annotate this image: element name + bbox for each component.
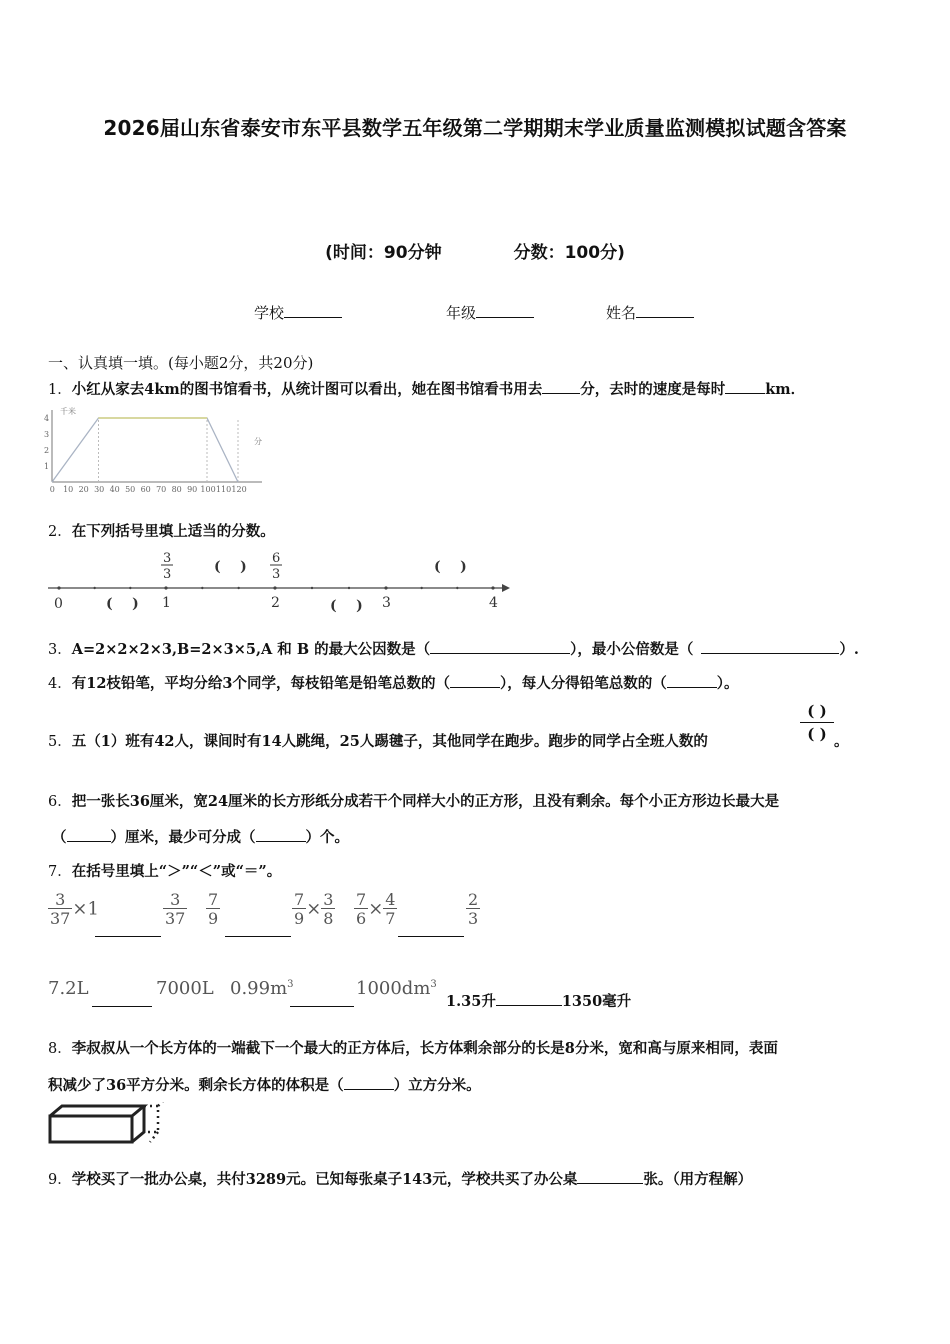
q7-one: 1 bbox=[87, 898, 99, 920]
cuboid-figure bbox=[46, 1102, 172, 1146]
q9-blank[interactable] bbox=[577, 1169, 643, 1184]
q1-text-a: 小红从家去 bbox=[71, 381, 145, 398]
school-field[interactable] bbox=[254, 302, 342, 323]
q4-end: ）。 bbox=[716, 675, 739, 692]
x-tick-label: 80 bbox=[171, 485, 182, 494]
question-6-line2 bbox=[52, 826, 349, 847]
q2-number: 2． bbox=[48, 524, 72, 540]
grade-label: 年级 bbox=[446, 304, 477, 322]
name-field[interactable] bbox=[606, 302, 694, 323]
x-tick-label: 70 bbox=[156, 485, 167, 494]
nl-blank-a[interactable]: ( ) bbox=[214, 559, 247, 575]
school-label: 学校 bbox=[254, 304, 285, 322]
q9-text: 学校买了一批办公桌，共付3289元。已知每张桌子143元，学校共买了办公桌 bbox=[71, 1171, 578, 1188]
graph-axes bbox=[52, 410, 262, 482]
q1-distance: 4km bbox=[144, 381, 180, 398]
q4-blank-b[interactable] bbox=[667, 673, 717, 688]
exam-meta bbox=[0, 238, 950, 263]
q1-blank-time[interactable] bbox=[542, 379, 580, 394]
number-line-dot bbox=[311, 587, 313, 589]
q7-frac-3-37b: $\frac{3}{37}$ bbox=[165, 890, 186, 928]
x-tick-label: 20 bbox=[78, 485, 89, 494]
q6-blank-side[interactable] bbox=[67, 827, 111, 842]
q3-number: 3． bbox=[48, 642, 72, 658]
q7-blank-5[interactable] bbox=[290, 992, 354, 1007]
nl-blank-b[interactable]: ( ) bbox=[434, 559, 467, 575]
q6-blank-count[interactable] bbox=[256, 827, 306, 842]
x-tick-label: 30 bbox=[94, 485, 105, 494]
x-tick-label: 40 bbox=[109, 485, 120, 494]
q1-text-c: 分，去时的速度是每时 bbox=[580, 381, 726, 398]
x-tick-label: 10 bbox=[63, 485, 74, 494]
total-score: 分数：100分) bbox=[513, 243, 625, 263]
q7-blank-3[interactable] bbox=[398, 922, 464, 937]
q7-frac-3-37: $\frac{3}{37}$ bbox=[50, 890, 71, 928]
frac1-numerator: 3 bbox=[163, 551, 172, 566]
q7-text: 在括号里填上“＞”“＜”或“＝”。 bbox=[71, 863, 282, 880]
question-1 bbox=[48, 378, 805, 399]
q4-text: 有12枝铅笔，平均分给3个同学，每枝铅笔是铅笔总数的（ bbox=[71, 675, 450, 692]
q7-frac-7-9: $\frac{7}{9}$ bbox=[208, 890, 219, 928]
q7-liters: 1.35升 bbox=[446, 993, 496, 1010]
number-line-dot bbox=[129, 587, 131, 589]
q6-line2b: ）厘米，最少可分成（ bbox=[110, 829, 256, 846]
number-line bbox=[40, 548, 520, 616]
x-tick-label: 110 bbox=[215, 485, 232, 494]
q7-volume-b: 7000L bbox=[156, 978, 214, 999]
nl-blank-d[interactable]: ( ) bbox=[330, 598, 363, 614]
q6-number: 6． bbox=[48, 794, 72, 810]
page-title: 2026届山东省泰安市东平县数学五年级第二学期期末学业质量监测模拟试题含答案 bbox=[103, 116, 847, 140]
fraction-6-over-3 bbox=[270, 551, 282, 582]
q7-compare-ml bbox=[446, 990, 631, 1011]
question-7 bbox=[48, 860, 281, 881]
q9-number: 9． bbox=[48, 1172, 72, 1188]
q7-milliliters: 1350毫升 bbox=[561, 993, 632, 1010]
q3-blank-gcd[interactable] bbox=[430, 639, 570, 654]
question-8 bbox=[48, 1037, 778, 1058]
q6-line2c: ）个。 bbox=[305, 829, 349, 846]
q7-frac-2-3: $\frac{2}{3}$ bbox=[468, 890, 479, 928]
number-line-tick bbox=[273, 586, 276, 589]
q7-volume-a: 7.2L bbox=[48, 978, 89, 999]
x-tick-label: 120 bbox=[231, 485, 247, 494]
question-9 bbox=[48, 1168, 752, 1189]
times-icon: × bbox=[72, 898, 88, 920]
number-line-tick bbox=[491, 586, 494, 589]
q8-blank-volume[interactable] bbox=[344, 1075, 394, 1090]
q7-volume-d: $1000dm^3$ bbox=[356, 978, 437, 999]
question-6 bbox=[48, 790, 779, 811]
q4-number: 4． bbox=[48, 676, 72, 692]
fraction-3-over-3 bbox=[161, 551, 173, 582]
question-2 bbox=[48, 520, 275, 541]
q6-line1: 把一张长36厘米，宽24厘米的长方形纸分成若干个同样大小的正方形，且没有剩余。每个小正方形边长最大是 bbox=[71, 793, 780, 810]
q7-product-2: $\frac{7}{6}$ × $\frac{4}{7}$ bbox=[356, 890, 396, 928]
q5-denominator-blank[interactable]: ( ) bbox=[800, 722, 834, 742]
q7-blank-2[interactable] bbox=[225, 922, 291, 937]
nl-label-4: 4 bbox=[489, 595, 498, 611]
nl-label-2: 2 bbox=[271, 595, 280, 611]
number-line-tick bbox=[57, 586, 60, 589]
nl-label-3: 3 bbox=[382, 595, 391, 611]
q3-mid: ），最小公倍数是（ bbox=[570, 641, 694, 658]
q7-number: 7． bbox=[48, 864, 72, 880]
q3-blank-lcm[interactable] bbox=[701, 639, 839, 654]
q8-line2b: ）立方分米。 bbox=[393, 1077, 481, 1094]
q8-number: 8． bbox=[48, 1041, 72, 1057]
q7-product-1: $\frac{7}{9}$ × $\frac{3}{8}$ bbox=[294, 890, 334, 928]
q3-end: ）. bbox=[839, 641, 859, 658]
arrow-icon bbox=[502, 584, 510, 592]
number-line-dot bbox=[420, 587, 422, 589]
nl-blank-c[interactable]: ( ) bbox=[106, 596, 139, 612]
q8-line1: 李叔叔从一个长方体的一端截下一个最大的正方体后，长方体剩余部分的长是8分米，宽和高与原来相同，表面 bbox=[71, 1040, 778, 1057]
x-tick-label: 90 bbox=[187, 485, 198, 494]
question-5 bbox=[48, 730, 708, 751]
q3-text: A=2×2×2×3,B=2×3×5,A 和 B 的最大公因数是（ bbox=[71, 641, 431, 658]
x-tick-label: 60 bbox=[140, 485, 151, 494]
frac1-denominator: 3 bbox=[163, 567, 172, 582]
grade-field[interactable] bbox=[446, 302, 534, 323]
question-3 bbox=[48, 638, 859, 659]
q5-number: 5． bbox=[48, 734, 72, 750]
number-line-dot bbox=[348, 587, 350, 589]
q5-end: 。 bbox=[834, 733, 849, 750]
times-icon: × bbox=[306, 898, 322, 920]
y-tick-label: 2 bbox=[44, 446, 50, 455]
nl-label-0: 0 bbox=[54, 596, 63, 612]
question-8-line2 bbox=[48, 1074, 481, 1095]
x-tick-label: 0 bbox=[49, 485, 55, 494]
number-line-dot bbox=[93, 587, 95, 589]
distance-time-graph bbox=[40, 404, 270, 496]
q7-blank-4[interactable] bbox=[92, 992, 152, 1007]
frac2-numerator: 6 bbox=[272, 551, 281, 566]
number-line-dot bbox=[201, 587, 203, 589]
q8-line2a: 积减少了36平方分米。剩余长方体的体积是（ bbox=[48, 1077, 344, 1094]
q6-line2a: （ bbox=[52, 829, 67, 846]
q7-volume-c: $0.99m^3$ bbox=[230, 978, 294, 999]
x-tick-label: 100 bbox=[200, 485, 216, 494]
y-axis-label: 千米 bbox=[60, 407, 76, 416]
q5-numerator-blank[interactable]: ( ) bbox=[807, 702, 827, 720]
q5-text: 五（1）班有42人，课间时有14人跳绳，25人踢毽子，其他同学在跑步。跑步的同学占全班人数的 bbox=[71, 733, 708, 750]
q1-number: 1． bbox=[48, 382, 72, 398]
q7-blank-1[interactable] bbox=[95, 922, 161, 937]
nl-label-1: 1 bbox=[162, 595, 171, 611]
name-label: 姓名 bbox=[606, 304, 637, 322]
number-line-dot bbox=[237, 587, 239, 589]
q1-blank-speed[interactable] bbox=[725, 379, 765, 394]
distance-line bbox=[52, 418, 238, 482]
number-line-tick bbox=[384, 586, 387, 589]
number-line-tick bbox=[164, 586, 167, 589]
q7-blank-6[interactable] bbox=[496, 991, 562, 1006]
q1-text-d: km． bbox=[765, 381, 806, 398]
y-tick-label: 3 bbox=[44, 430, 50, 439]
y-tick-label: 1 bbox=[44, 462, 50, 471]
times-icon: × bbox=[368, 898, 384, 920]
frac2-denominator: 3 bbox=[272, 567, 281, 582]
q1-text-b: 的图书馆看书，从统计图可以看出，她在图书馆看书用去 bbox=[179, 381, 543, 398]
x-axis-label: 分 bbox=[254, 437, 262, 446]
x-tick-label: 50 bbox=[125, 485, 136, 494]
section-heading: 一、认真填一填。(每小题2分，共20分) bbox=[48, 354, 314, 372]
time-limit: (时间：90分钟 bbox=[325, 243, 442, 263]
y-tick-label: 4 bbox=[44, 414, 50, 423]
q4-mid: ），每人分得铅笔总数的（ bbox=[500, 675, 667, 692]
q5-fraction-blank[interactable] bbox=[800, 704, 834, 742]
question-4 bbox=[48, 672, 739, 693]
q7-compare-1 bbox=[48, 892, 99, 927]
q9-end: 张。（用方程解） bbox=[643, 1171, 753, 1188]
number-line-dot bbox=[456, 587, 458, 589]
q4-blank-a[interactable] bbox=[450, 673, 500, 688]
q2-text: 在下列括号里填上适当的分数。 bbox=[71, 523, 275, 540]
